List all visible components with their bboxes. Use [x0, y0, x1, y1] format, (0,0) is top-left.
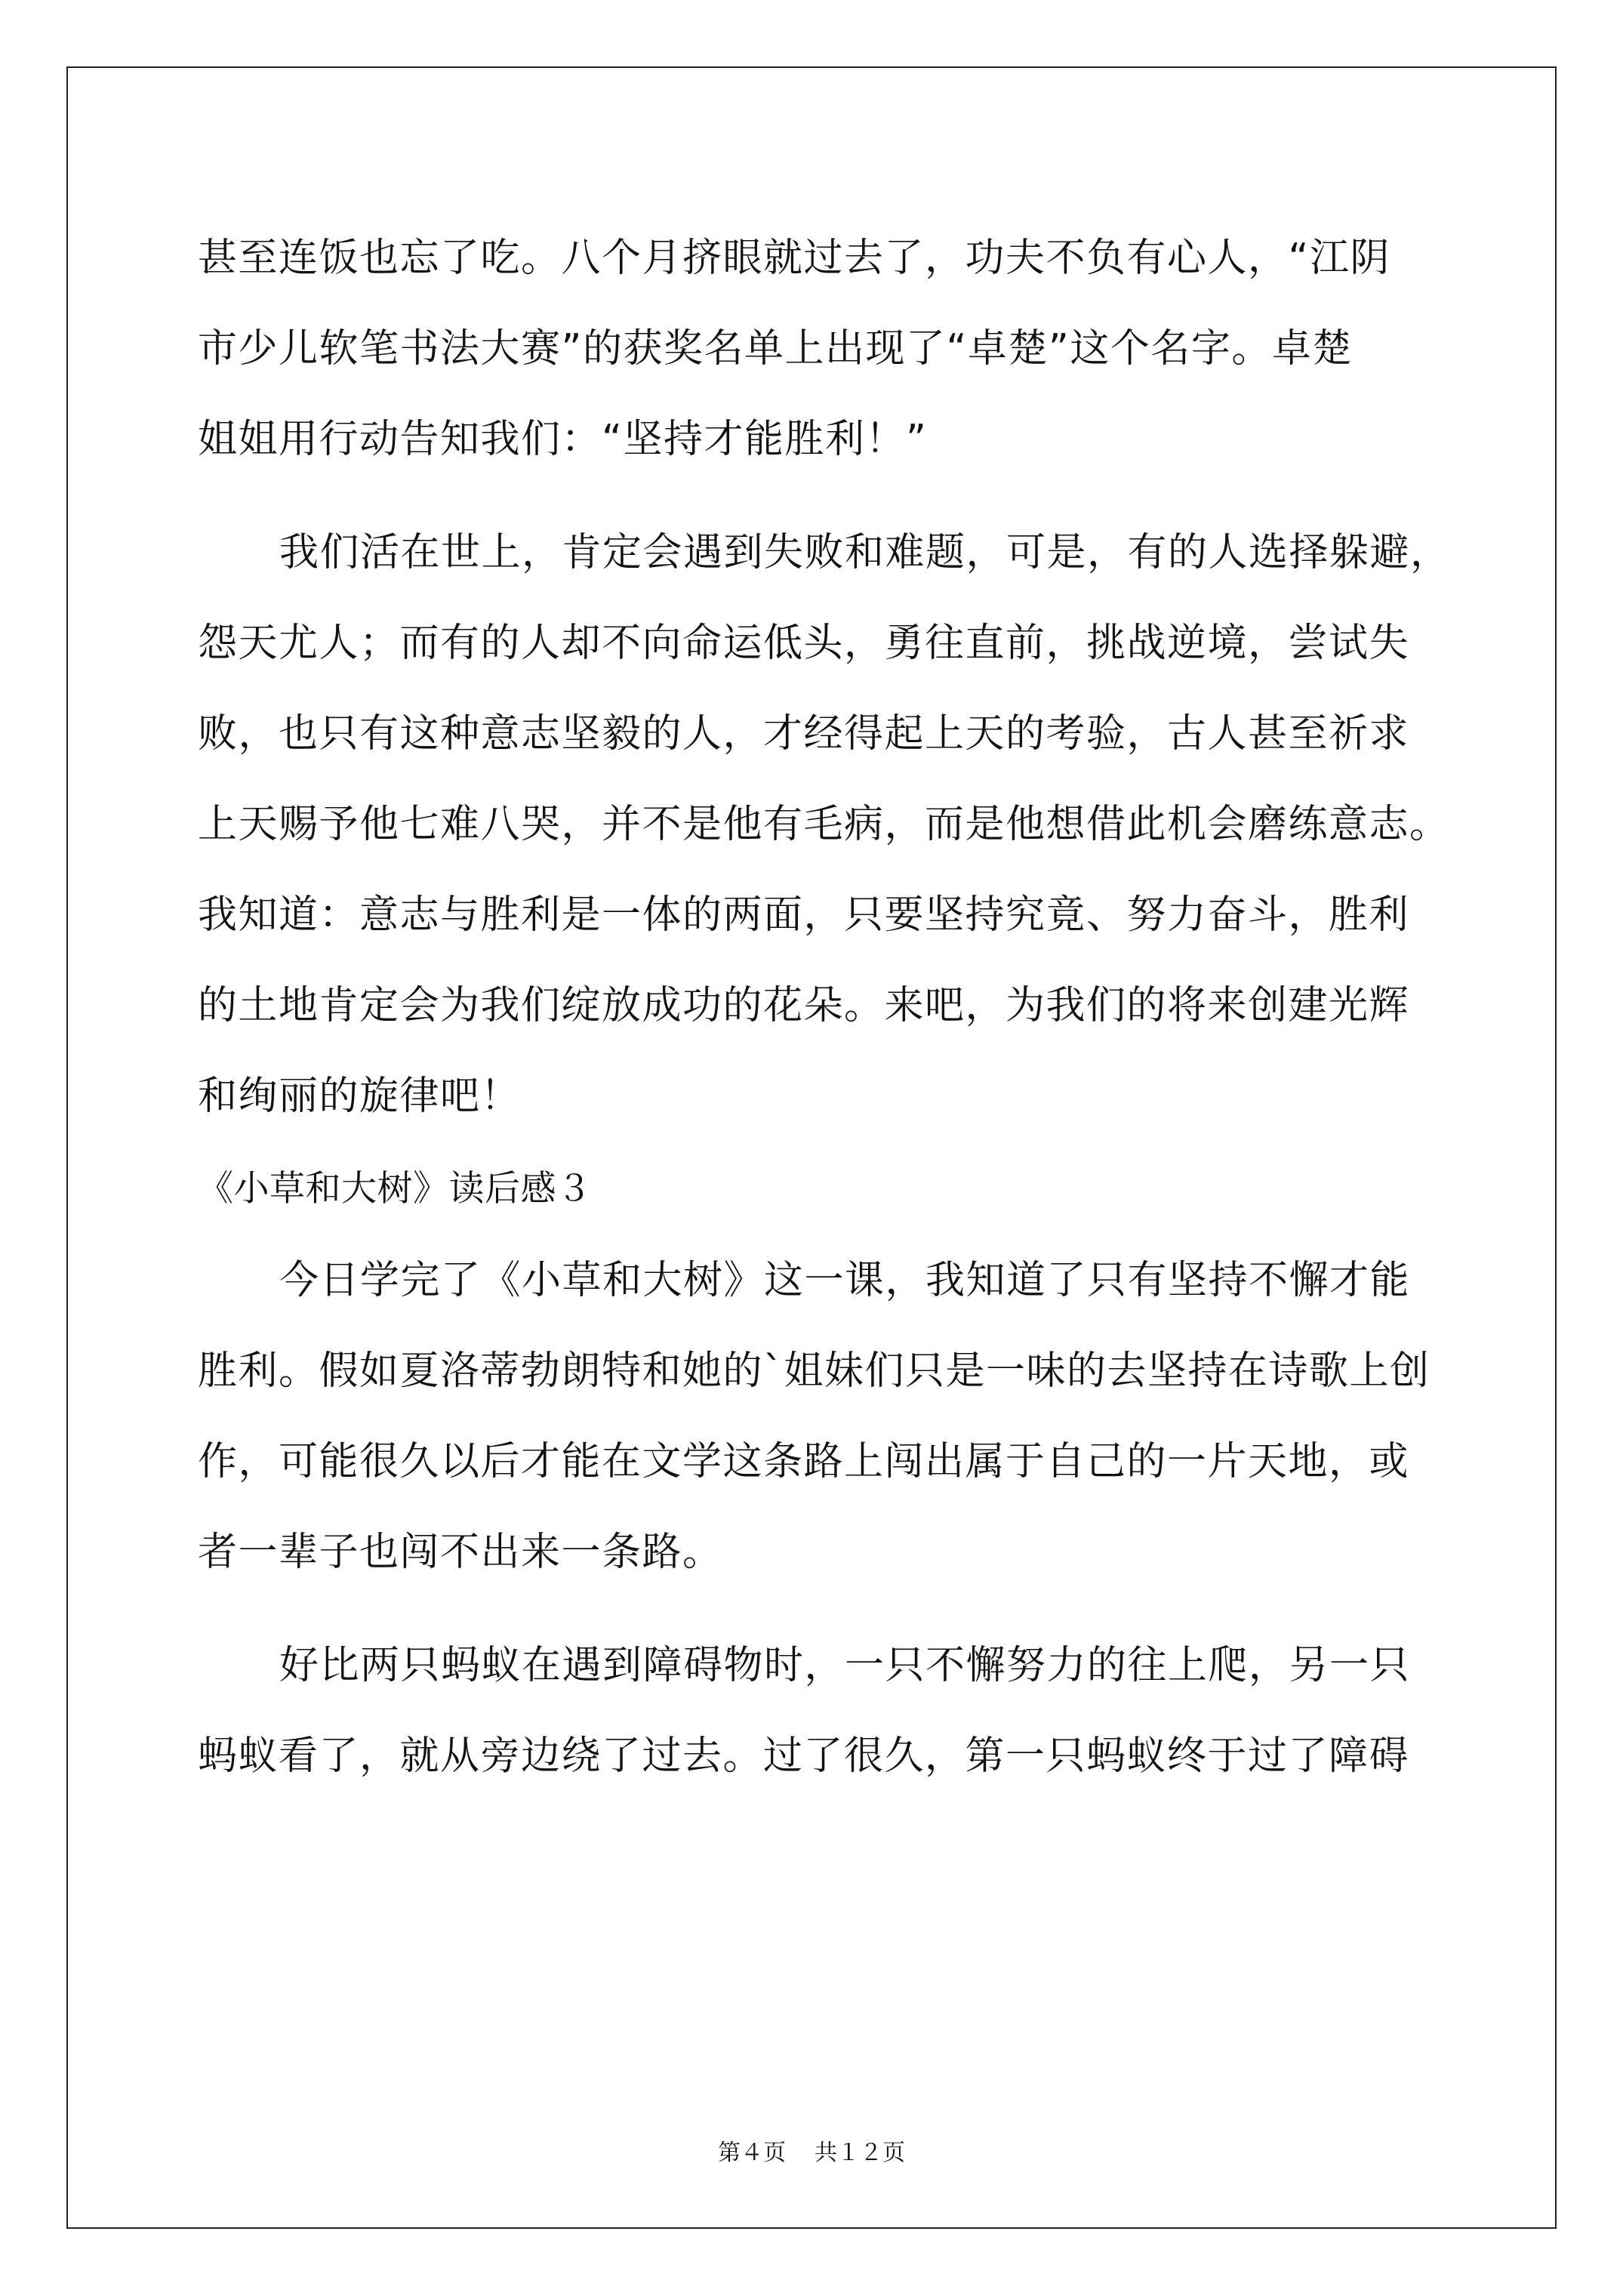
page-footer — [0, 2138, 1623, 2168]
body-line: 败，也只有这种意志坚毅的人，才经得起上天的考验，古人甚至祈求 — [198, 711, 1410, 757]
paragraph-first-line: 好比两只蚂蚁在遇到障碍物时，一只不懈努力的往上爬，另一只 — [279, 1643, 1411, 1688]
page-total: 共１２页 — [815, 2140, 905, 2166]
section-heading: 《小草和大树》读后感３ — [198, 1168, 593, 1210]
body-line: 怨天尤人；而有的人却不向命运低头，勇往直前，挑战逆境，尝试失 — [198, 621, 1410, 666]
body-line: 者一辈子也闯不出来一条路。 — [198, 1530, 723, 1575]
body-line: 和绚丽的旋律吧！ — [198, 1074, 522, 1119]
body-line: 胜利。假如夏洛蒂勃朗特和她的`姐妹们只是一味的去坚持在诗歌上创 — [198, 1348, 1431, 1394]
page-border — [66, 66, 1557, 2229]
body-line: 蚂蚁看了，就从旁边绕了过去。过了很久，第一只蚂蚁终于过了障碍 — [198, 1734, 1410, 1779]
body-line: 的土地肯定会为我们绽放成功的花朵。来吧，为我们的将来创建光辉 — [198, 983, 1410, 1028]
paragraph-first-line: 我们活在世上，肯定会遇到失败和难题，可是，有的人选择躲避， — [279, 530, 1451, 575]
body-line: 作，可能很久以后才能在文学这条路上闯出属于自己的一片天地，或 — [198, 1439, 1410, 1484]
body-line: 姐姐用行动告知我们：“坚持才能胜利！” — [198, 417, 928, 462]
paragraph-first-line: 今日学完了《小草和大树》这一课，我知道了只有坚持不懈才能 — [279, 1258, 1411, 1303]
page-number: 第４页 — [718, 2140, 786, 2166]
body-line: 上天赐予他七难八哭，并不是他有毛病，而是他想借此机会磨练意志。 — [198, 802, 1450, 847]
body-line: 市少儿软笔书法大赛”的获奖名单上出现了“卓楚”这个名字。卓楚 — [198, 326, 1353, 371]
body-line: 我知道：意志与胜利是一体的两面，只要坚持究竟、努力奋斗，胜利 — [198, 892, 1410, 938]
body-line: 甚至连饭也忘了吃。八个月挤眼就过去了，功夫不负有心人，“江阴 — [198, 236, 1390, 281]
